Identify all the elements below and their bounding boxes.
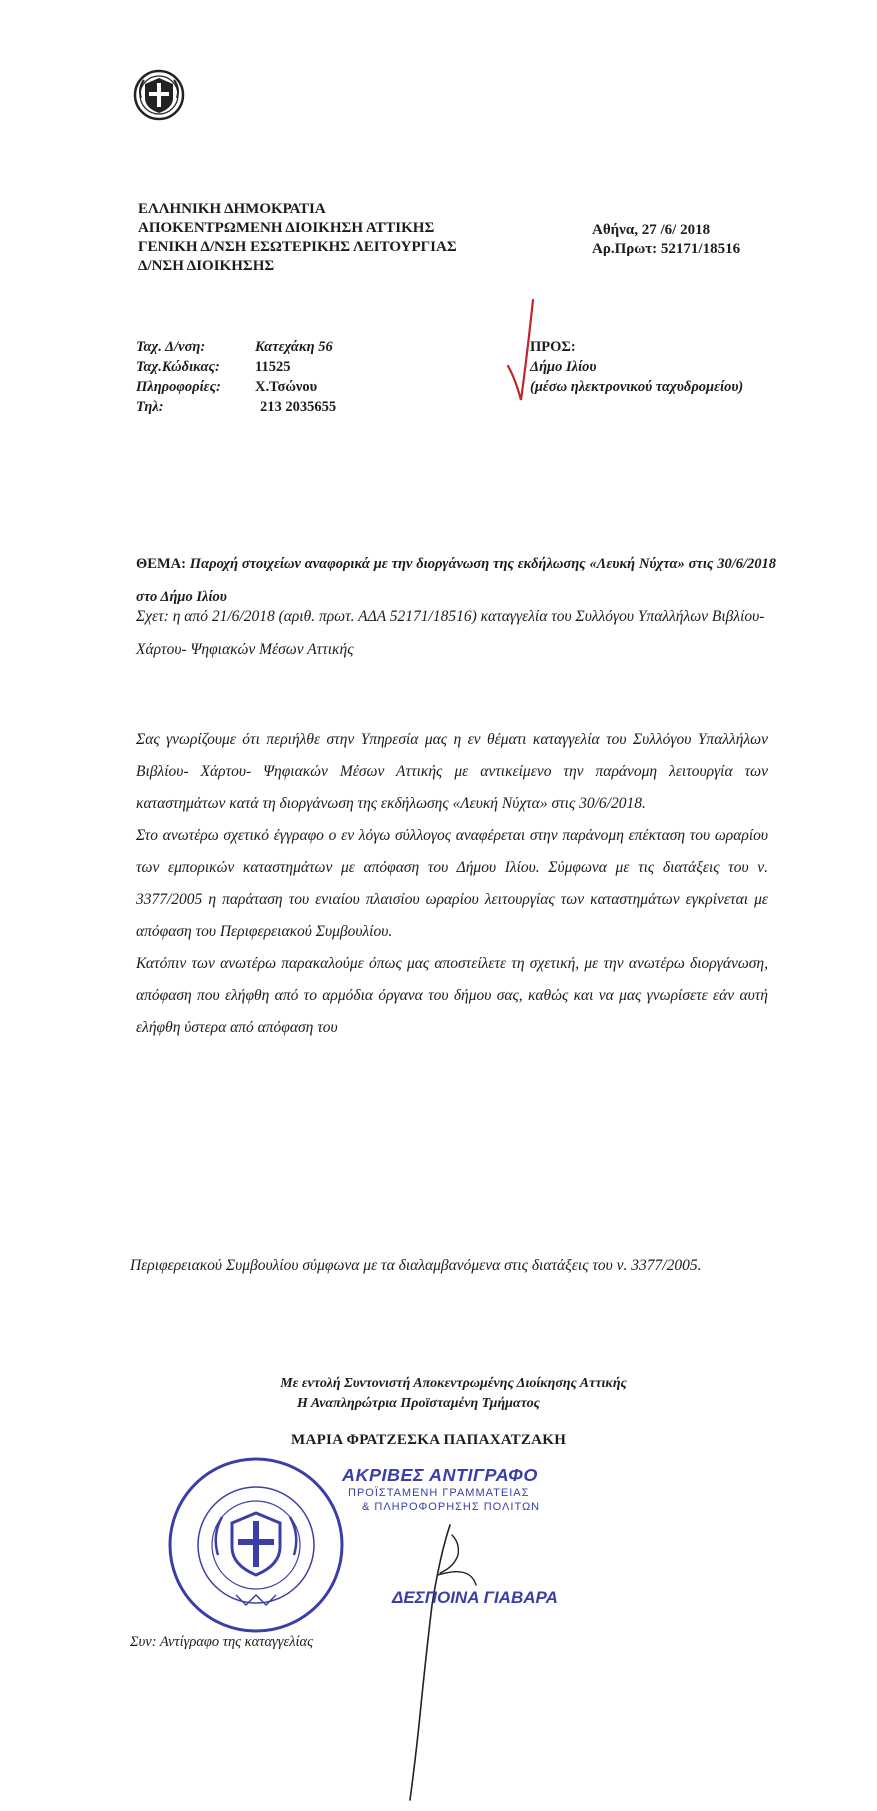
true-copy-stamp xyxy=(342,1465,540,1514)
stamp-line: ΠΡΟΪΣΤΑΜΕΝΗ ΓΡΑΜΜΑΤΕΙΑΣ xyxy=(348,1487,530,1499)
reference-label: Σχετ: xyxy=(136,608,169,625)
official-seal xyxy=(166,1455,346,1635)
recipient-name: Δήμο Ιλίου xyxy=(530,359,597,375)
handwritten-signature xyxy=(380,1515,490,1805)
postcode-row xyxy=(136,357,336,377)
body-paragraph: Σας γνωρίζουμε ότι περιήλθε στην Υπηρεσία μας η εν θέματι καταγγελία του Συλλόγου Υπαλλήλων Βιβλίου- Χάρτου- Ψηφιακών Μέσων Αττικής με αντικείμενο την παράνομη λειτουργία των καταστημάτων κατά τη διοργάνωση της εκδήλωσης «Λευκή Νύχτα» στις 30/6/2018. xyxy=(136,731,768,812)
recipient-label: ΠΡΟΣ: xyxy=(530,339,576,355)
phone-value: 213 2035655 xyxy=(260,399,337,415)
protocol-number: Αρ.Πρωτ: 52171/18516 xyxy=(592,241,741,257)
address-row xyxy=(136,337,336,357)
address-label: Ταχ. Δ/νση: xyxy=(136,339,206,355)
signatory-name: ΜΑΡΙΑ ΦΡΑΤΖΕΣΚΑ ΠΑΠΑΧΑΤΖΑΚΗ xyxy=(291,1432,567,1448)
enclosure-note: Συν: Αντίγραφο της καταγγελίας xyxy=(130,1634,313,1650)
reference xyxy=(136,600,776,666)
stamp-title: ΑΚΡΙΒΕΣ ΑΝΤΙΓΡΑΦΟ xyxy=(342,1465,538,1485)
header-line: Δ/ΝΣΗ ΔΙΟΙΚΗΣΗΣ xyxy=(138,258,275,274)
signature-line: Η Αναπληρώτρια Προϊσταμένη Τμήματος xyxy=(297,1396,540,1411)
reference-text: η από 21/6/2018 (αριθ. πρωτ. ΑΔΑ 52171/18516) καταγγελία του Συλλόγου Υπαλλήλων Βιβλίου- Χάρτου- Ψηφιακών Μέσων Αττικής xyxy=(136,608,765,658)
body-paragraph: Κατόπιν των ανωτέρω παρακαλούμε όπως μας αποστείλετε τη σχετική, με την ανωτέρω διοργάνωση, απόφαση που ελήφθη από το αρμόδια όργανα του δήμου σας, καθώς και να μας γνωρίσετε εάν αυτή ελήφθη ύστερα από απόφαση του xyxy=(136,955,768,1036)
header-line: ΕΛΛΗΝΙΚΗ ΔΗΜΟΚΡΑΤΙΑ xyxy=(138,201,326,217)
header-line: ΑΠΟΚΕΝΤΡΩΜΕΝΗ ΔΙΟΙΚΗΣΗ ΑΤΤΙΚΗΣ xyxy=(138,220,435,236)
stamp-signer: ΔΕΣΠΟΙΝΑ ΓΙΑΒΑΡΑ xyxy=(392,1588,558,1607)
signature-authority xyxy=(0,1374,877,1414)
recipient-via: (μέσω ηλεκτρονικού ταχυδρομείου) xyxy=(530,379,744,395)
greek-emblem-icon xyxy=(132,68,186,122)
postcode-label: Ταχ.Κώδικας: xyxy=(136,359,220,375)
info-value: Χ.Τσώνου xyxy=(255,379,318,395)
address-value: Κατεχάκη 56 xyxy=(255,339,333,355)
stamp-line: & ΠΛΗΡΟΦΟΡΗΣΗΣ ΠΟΛΙΤΩΝ xyxy=(362,1501,541,1513)
info-row xyxy=(136,377,336,397)
phone-row xyxy=(136,397,336,417)
issuer-header xyxy=(138,200,457,276)
info-label: Πληροφορίες: xyxy=(136,379,221,395)
letter-body xyxy=(136,724,768,1044)
phone-label: Τηλ: xyxy=(136,399,164,415)
date-protocol-block xyxy=(592,221,740,259)
recipient-block xyxy=(530,337,743,397)
body-paragraph: Στο ανωτέρω σχετικό έγγραφο ο εν λόγω σύλλογος αναφέρεται στην παράνομη επέκταση του ωραρίου των εμπορικών καταστημάτων με απόφαση του Δήμου Ιλίου. Σύμφωνα με τις διατάξεις του ν. 3377/2005 η παράταση του ενιαίου πλαισίου ωραρίου λειτουργίας των καταστημάτων εγκρίνεται με απόφαση του Περιφερειακού Συμβουλίου. xyxy=(136,827,768,940)
signature-line: Με εντολή Συντονιστή Αποκεντρωμένης Διοίκησης Αττικής xyxy=(280,1376,627,1391)
postcode-value: 11525 xyxy=(255,359,291,375)
subject-text: Παροχή στοιχείων αναφορικά με την διοργάνωση της εκδήλωσης «Λευκή Νύχτα» στις 30/6/2018 στο Δήμο Ιλίου xyxy=(136,556,777,605)
header-line: ΓΕΝΙΚΗ Δ/ΝΣΗ ΕΣΩΤΕΡΙΚΗΣ ΛΕΙΤΟΥΡΓΙΑΣ xyxy=(138,239,457,255)
date-line: Αθήνα, 27 /6/ 2018 xyxy=(592,222,711,238)
subject-label: ΘΕΜΑ: xyxy=(136,556,186,572)
contact-block xyxy=(136,337,336,417)
body-continuation: Περιφερειακού Συμβουλίου σύμφωνα με τα διαλαμβανόμενα στις διατάξεις του ν. 3377/2005. xyxy=(130,1257,702,1274)
